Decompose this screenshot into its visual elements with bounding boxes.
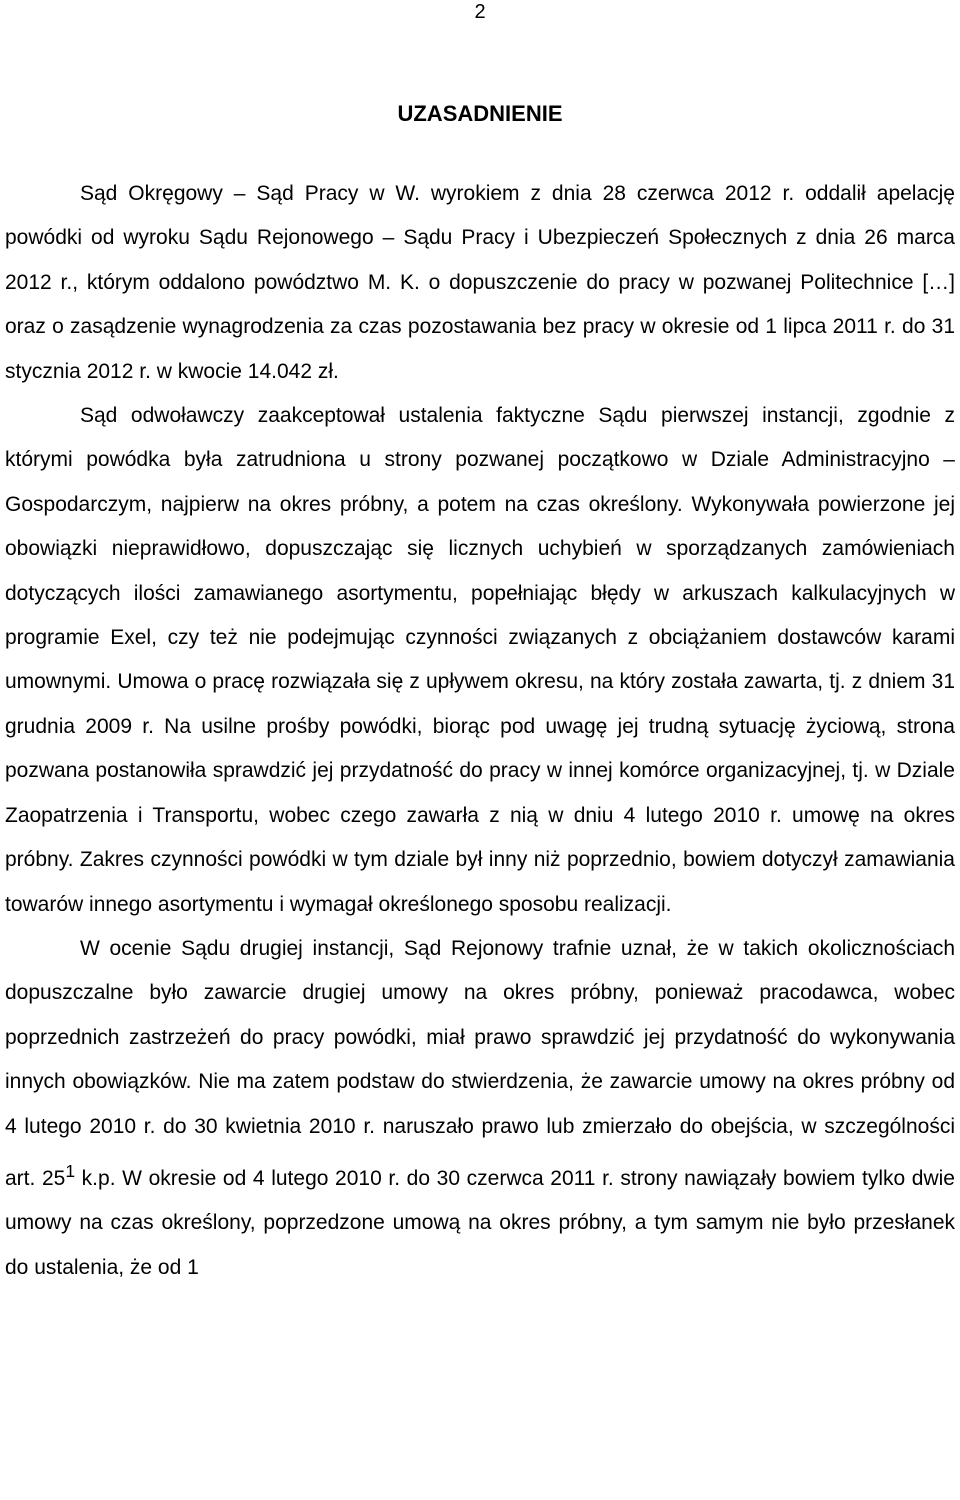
paragraph-1: Sąd Okręgowy – Sąd Pracy w W. wyrokiem z dnia 28 czerwca 2012 r. oddalił apelację powódki od wyroku Sądu Rejonowego – Sądu Pracy i Ubezpieczeń Społecznych z dnia 26 marca 2012 r., którym oddalono powództwo M. K. o dopuszczenie do pracy w pozwanej Politechnice […] oraz o zasądzenie wynagrodzenia za czas pozostawania bez pracy w okresie od 1 lipca 2011 r. do 31 stycznia 2012 r. w kwocie 14.042 zł. bbox=[5, 182, 955, 383]
paragraph-3 bbox=[5, 927, 955, 1290]
article-superscript: 1 bbox=[65, 1160, 76, 1181]
paragraph-3-text-start: W ocenie Sądu drugiej instancji, Sąd Rejonowy trafnie uznał, że w takich okolicznościach dopuszczalne było zawarcie drugiej umowy na okres próbny, ponieważ pracodawca, wobec poprzednich zastrzeżeń do pracy powódki, miał prawo sprawdzić jej przydatność do wykonywania innych obowiązków. Nie ma zatem podstaw do stwierdzenia, że zawarcie umowy na okres próbny od 4 lutego 2010 r. do 30 kwietnia 2010 r. naruszało prawo lub zmierzało do obejścia, w szczególności art. 25 bbox=[5, 936, 955, 1190]
paragraph-2: Sąd odwoławczy zaakceptował ustalenia faktyczne Sądu pierwszej instancji, zgodnie z którymi powódka była zatrudniona u strony pozwanej początkowo w Dziale Administracyjno – Gospodarczym, najpierw na okres próbny, a potem na czas określony. Wykonywała powierzone jej obowiązki nieprawidłowo, dopuszczając się licznych uchybień w sporządzanych zamówieniach dotyczących ilości zamawianego asortymentu, popełniając błędy w arkuszach kalkulacyjnych w programie Exel, czy też nie podejmując czynności związanych z obciążaniem dostawców karami umownymi. Umowa o pracę rozwiązała się z upływem okresu, na który została zawarta, tj. z dniem 31 grudnia 2009 r. Na usilne prośby powódki, biorąc pod uwagę jej trudną sytuację życiową, strona pozwana postanowiła sprawdzić jej przydatność do pracy w innej komórce organizacyjnej, tj. w Dziale Zaopatrzenia i Transportu, wobec czego zawarła z nią w dniu 4 lutego 2010 r. umowę na okres próbny. Zakres czynności powódki w tym dziale był inny niż poprzednio, bowiem dotyczył zamawiania towarów innego asortymentu i wymagał określonego sposobu realizacji. bbox=[5, 404, 955, 916]
paragraph-3-text-end: k.p. W okresie od 4 lutego 2010 r. do 30 czerwca 2011 r. strony nawiązały bowiem tylko dwie umowy na czas określony, poprzedzone umową na okres próbny, a tym samym nie było przesłanek do ustalenia, że od 1 bbox=[5, 1166, 955, 1279]
document-body bbox=[5, 172, 955, 1290]
document-heading: UZASADNIENIE bbox=[397, 101, 563, 126]
page-number: 2 bbox=[474, 1, 486, 23]
